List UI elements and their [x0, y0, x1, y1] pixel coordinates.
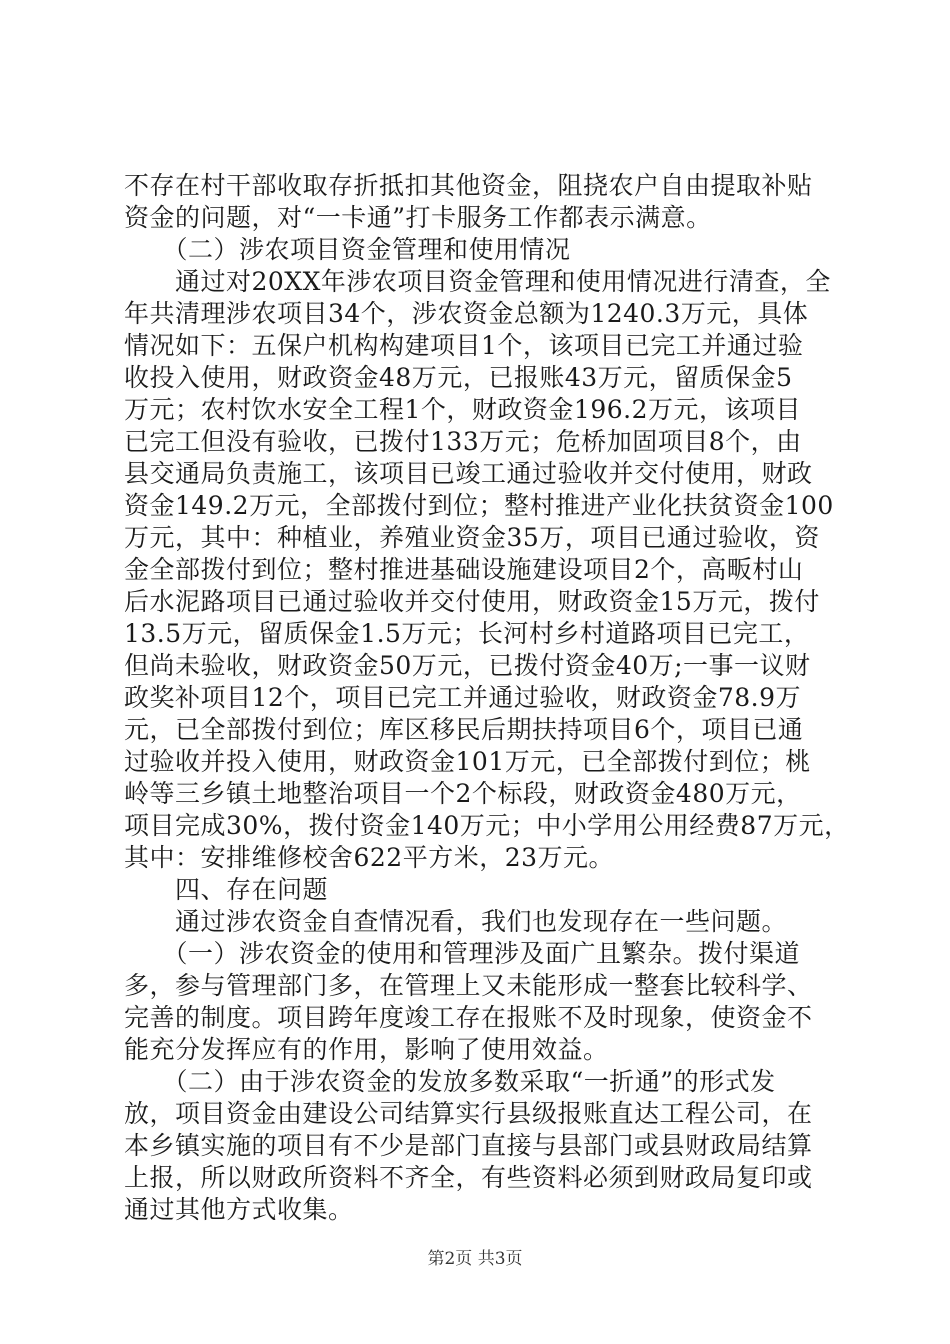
text-line: 多，参与管理部门多，在管理上又未能形成一整套比较科学、 [124, 971, 813, 1000]
text-line: 年共清理涉农项目34个，涉农资金总额为1240.3万元，具体 [124, 299, 809, 328]
text-line: 但尚未验收，财政资金50万元，已拨付资金40万;一事一议财 [124, 651, 811, 680]
text-line: 金全部拨付到位；整村推进基础设施建设项目2个，高畈村山 [124, 555, 804, 584]
text-line: 本乡镇实施的项目有不少是部门直接与县部门或县财政局结算 [124, 1131, 813, 1160]
text-line: 上报，所以财政所资料不齐全，有些资料必须到财政局复印或 [124, 1163, 813, 1192]
text-line: 通过其他方式收集。 [124, 1195, 354, 1224]
text-line: 通过涉农资金自查情况看，我们也发现存在一些问题。 [124, 907, 788, 936]
text-line: 其中：安排维修校舍622平方米，23万元。 [124, 843, 615, 872]
text-line: 万元，其中：种植业，养殖业资金35万，项目已通过验收，资 [124, 523, 820, 552]
text-line: 已完工但没有验收，已拨付133万元；危桥加固项目8个，由 [124, 427, 802, 456]
text-line: （二）涉农项目资金管理和使用情况 [124, 235, 571, 264]
text-line: 县交通局负责施工，该项目已竣工通过验收并交付使用，财政 [124, 459, 813, 488]
text-line: 后水泥路项目已通过验收并交付使用，财政资金15万元，拨付 [124, 587, 820, 616]
text-line: 完善的制度。项目跨年度竣工存在报账不及时现象，使资金不 [124, 1003, 813, 1032]
text-line: 13.5万元，留质保金1.5万元；长河村乡村道路项目已完工， [124, 619, 810, 648]
text-line: 资金149.2万元，全部拨付到位；整村推进产业化扶贫资金100 [124, 491, 834, 520]
text-line: 资金的问题，对“一卡通”打卡服务工作都表示满意。 [124, 203, 712, 232]
text-line: 元，已全部拨付到位；库区移民后期扶持项目6个，项目已通 [124, 715, 804, 744]
text-line: （二）由于涉农资金的发放多数采取“一折通”的形式发 [124, 1067, 776, 1096]
text-line: 情况如下：五保户机构构建项目1个，该项目已完工并通过验 [124, 331, 804, 360]
text-line: 政奖补项目12个，项目已完工并通过验收，财政资金78.9万 [124, 683, 801, 712]
text-line: 放，项目资金由建设公司结算实行县级报账直达工程公司，在 [124, 1099, 813, 1128]
page-footer: 第2页 共3页 [427, 1249, 523, 1269]
text-line: 项目完成30%，拨付资金140万元；中小学用公用经费87万元， [124, 811, 850, 840]
text-line: （一）涉农资金的使用和管理涉及面广且繁杂。拨付渠道 [124, 939, 801, 968]
text-line: 不存在村干部收取存折抵扣其他资金，阻挠农户自由提取补贴 [124, 171, 813, 200]
text-line: 能充分发挥应有的作用，影响了使用效益。 [124, 1035, 609, 1064]
text-line: 万元；农村饮水安全工程1个，财政资金196.2万元，该项目 [124, 395, 801, 424]
text-line: 收投入使用，财政资金48万元，已报账43万元，留质保金5 [124, 363, 793, 392]
body-text [124, 170, 850, 1226]
text-line: 通过对20XX年涉农项目资金管理和使用情况进行清查，全 [124, 267, 831, 296]
text-line: 四、存在问题 [124, 875, 329, 904]
text-line: 岭等三乡镇土地整治项目一个2个标段，财政资金480万元， [124, 779, 802, 808]
text-line: 过验收并投入使用，财政资金101万元，已全部拨付到位；桃 [124, 747, 811, 776]
